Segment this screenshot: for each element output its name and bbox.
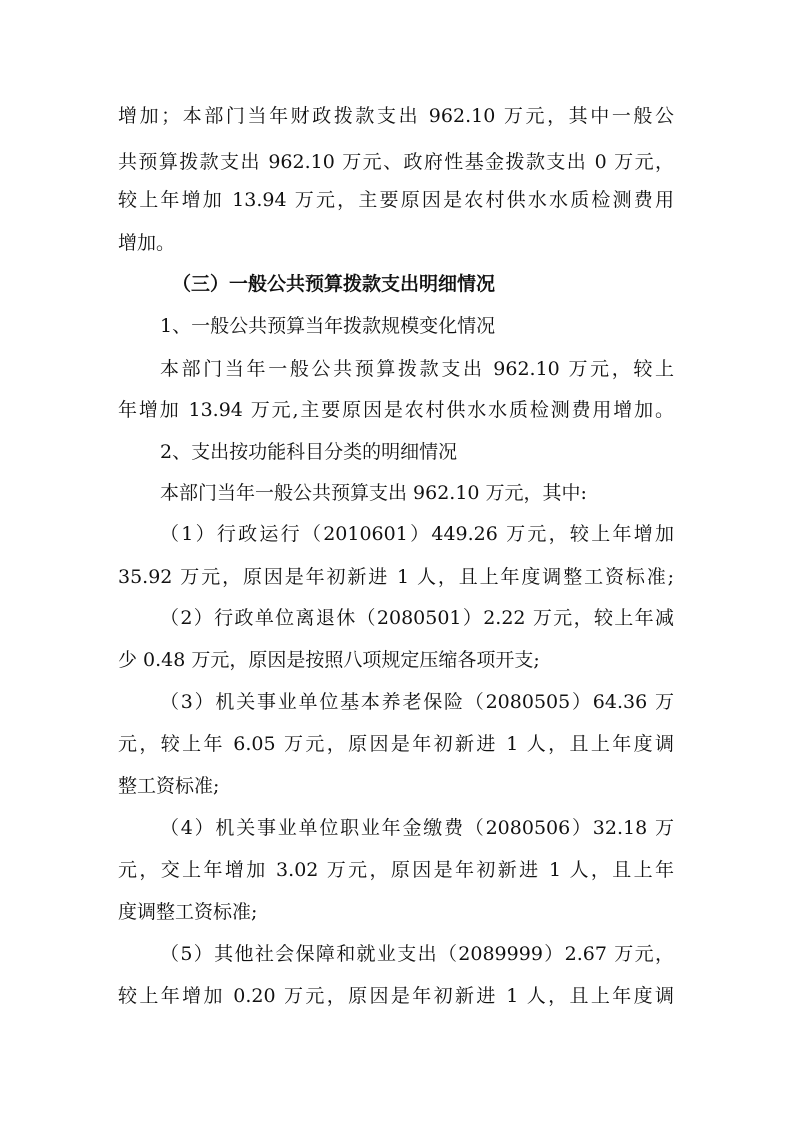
- subsection-heading: 2、支出按功能科目分类的明细情况: [160, 441, 458, 463]
- list-item: （3）机关事业单位基本养老保险（2080505）64.36 万: [160, 691, 674, 713]
- paragraph-line: 整工资标准;: [118, 775, 220, 797]
- paragraph-line: 较上年增加 0.20 万元，原因是年初新进 1 人，且上年度调: [118, 985, 674, 1007]
- paragraph-line: 少 0.48 万元，原因是按照八项规定压缩各项开支;: [118, 649, 540, 671]
- paragraph-line: 度调整工资标准;: [118, 901, 258, 923]
- list-item: （1）行政运行（2010601）449.26 万元，较上年增加: [160, 523, 674, 545]
- list-item: （5）其他社会保障和就业支出（2089999）2.67 万元，: [160, 943, 674, 965]
- list-item: （2）行政单位离退休（2080501）2.22 万元，较上年减: [160, 607, 674, 629]
- paragraph-line: 增加；本部门当年财政拨款支出 962.10 万元，其中一般公: [118, 105, 674, 127]
- paragraph-line: 较上年增加 13.94 万元，主要原因是农村供水水质检测费用: [118, 189, 674, 211]
- subsection-heading: 1、一般公共预算当年拨款规模变化情况: [160, 315, 496, 337]
- paragraph-line: 本部门当年一般公共预算拨款支出 962.10 万元，较上: [160, 358, 674, 380]
- paragraph-line: 元，交上年增加 3.02 万元，原因是年初新进 1 人，且上年: [118, 859, 674, 881]
- paragraph-line: 共预算拨款支出 962.10 万元、政府性基金拨款支出 0 万元，: [118, 151, 674, 173]
- paragraph-line: 增加。: [118, 232, 176, 254]
- paragraph-line: 本部门当年一般公共预算支出 962.10 万元，其中:: [160, 482, 587, 504]
- list-item: （4）机关事业单位职业年金缴费（2080506）32.18 万: [160, 817, 674, 839]
- paragraph-line: 年增加 13.94 万元,主要原因是农村供水水质检测费用增加。: [118, 399, 674, 421]
- paragraph-line: 元，较上年 6.05 万元，原因是年初新进 1 人，且上年度调: [118, 733, 674, 755]
- section-heading: （三）一般公共预算拨款支出明细情况: [172, 273, 496, 295]
- paragraph-line: 35.92 万元，原因是年初新进 1 人，且上年度调整工资标准;: [118, 566, 674, 588]
